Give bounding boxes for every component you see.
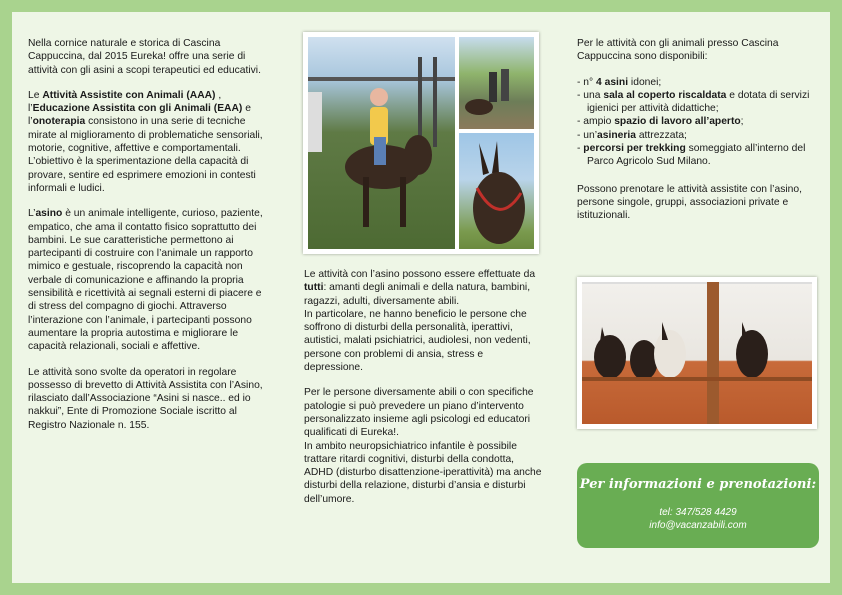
audience-paragraph (304, 268, 544, 374)
donkeys-photo (577, 277, 817, 429)
photo-illustration (459, 37, 534, 129)
photo-illustration (459, 133, 534, 249)
column-left (28, 37, 264, 444)
text: è un animale intelligente, curioso, paziente, empatico, che ama il contatto fisico soprattutto dei bambini. Le sue caratteristiche permettono ai partecipanti di costruire con l’animale un rapporto mimico e gestuale, riscoprendo la capacità non verbale di comunicazione e affinando la propria sensibilità e ricettività ai segnali esterni di piacere e di stress del compagno di giochi. Attraverso l’interazione con l’animale, i partecipanti possono aumentare la propria autostima e migliorare le capacità relazionali, sociali e affettive. (28, 208, 263, 353)
donkeys-in-stable-photo (582, 282, 812, 424)
list-item (577, 89, 817, 116)
text: percorsi per trekking (583, 143, 686, 155)
text: L’ (28, 208, 36, 220)
onoterapia-term: onoterapia (32, 116, 86, 128)
text: spazio di lavoro all’aperto (614, 116, 741, 128)
text: - un’ (577, 129, 598, 141)
text: : amanti degli animali e della natura, bambini, ragazzi, adulti, diversamente abili. (304, 282, 531, 307)
text: Per le persone diversamente abili o con specifiche patologie si può prevedere un piano d’intervento personalizzato insieme agli psicologi ed educatori qualificati di Eureka!. (304, 387, 534, 439)
donkey-paragraph (28, 207, 264, 353)
phone-number[interactable]: tel: 347/528 4429 (659, 507, 737, 518)
text: e dotata di servizi igienici per attività didattiche; (587, 89, 810, 115)
availability-intro: Per le attività con gli animali presso Cascina Cappuccina sono disponibili: (577, 38, 779, 63)
text: - una (577, 89, 604, 101)
email-address[interactable]: info@vacanzabili.com (649, 520, 747, 531)
text: consistono in una serie di tecniche mirate al miglioramento di problematiche sensoriali, motorie, cognitive, affettive e comportamentali. L’obiettivo è la sperimentazione della capacità di provare, sentire ed esprimere emozioni in contesti informali e ludici. (28, 116, 263, 194)
tutti-term: tutti (304, 282, 324, 294)
special-needs-paragraph (304, 386, 544, 506)
photo-collage (303, 32, 539, 254)
eaa-term: Educazione Assistita con gli Animali (EAA) (32, 103, 243, 115)
list-item (577, 115, 817, 128)
text: Le attività con l’asino possono essere effettuate da (304, 269, 536, 280)
text: , l’ (28, 89, 222, 115)
column-right (577, 37, 817, 235)
list-item (577, 129, 817, 142)
facilities-list (577, 76, 817, 169)
text: Le (28, 89, 43, 101)
aaa-term: Attività Assistite con Animali (AAA) (42, 89, 216, 101)
text: 4 asini (596, 76, 629, 88)
photo-illustration (308, 37, 455, 249)
column-middle (304, 268, 544, 518)
text: someggiato all’interno del Parco Agricolo Sud Milano. (587, 143, 806, 168)
intro-paragraph: Nella cornice naturale e storica di Cascina Cappuccina, dal 2015 Eureka! offre una serie di attività con gli asini a scopi terapeutici ed educativi. (28, 38, 261, 76)
brochure-page (12, 12, 830, 583)
text: sala al coperto riscaldata (603, 89, 727, 101)
asino-term: asino (35, 208, 63, 220)
list-item (577, 76, 817, 89)
contact-box (577, 463, 819, 548)
text: e l’ (28, 103, 251, 128)
list-item (577, 142, 817, 169)
child-riding-donkey-photo (308, 37, 455, 249)
photo-illustration (582, 282, 812, 424)
text: In ambito neuropsichiatrico infantile è possibile trattare ritardi cognitivi, disturbi della condotta, ADHD (disturbo disattenzione-iperattività) ma anche disturbi della relazione, disturbi d’ansia e disturbi dell’umore. (304, 440, 542, 505)
text: ; (740, 116, 744, 128)
text: - ampio (577, 116, 615, 128)
booking-paragraph: Possono prenotare le attività assistite con l’asino, persone singole, gruppi, associazioni private e istituzionali. (577, 183, 802, 222)
activities-paragraph (28, 89, 264, 195)
text: asineria (597, 129, 636, 141)
text: - n° (577, 76, 596, 88)
group-walk-photo (459, 37, 534, 129)
text: In particolare, ne hanno beneficio le persone che soffrono di disturbi della personalità, iperattivi, autistici, malati psichiatrici, audiolesi, non vedenti, persone con problemi di ansia, stress e depressione. (304, 308, 531, 374)
text: - (577, 143, 584, 155)
text: attrezzata; (635, 129, 687, 141)
contact-title: Per informazioni e prenotazioni: (579, 477, 817, 492)
operators-paragraph: Le attività sono svolte da operatori in regolare possesso di brevetto di Attività Assistita con l’Asino, rilasciato dall’Associazione “Asini si nasce.. ed io nakkui”, Ente di Promozione Sociale iscritto al Registro Nazionale n. 155. (28, 366, 263, 431)
text: idonei; (628, 76, 662, 88)
donkey-head-photo (459, 133, 534, 249)
